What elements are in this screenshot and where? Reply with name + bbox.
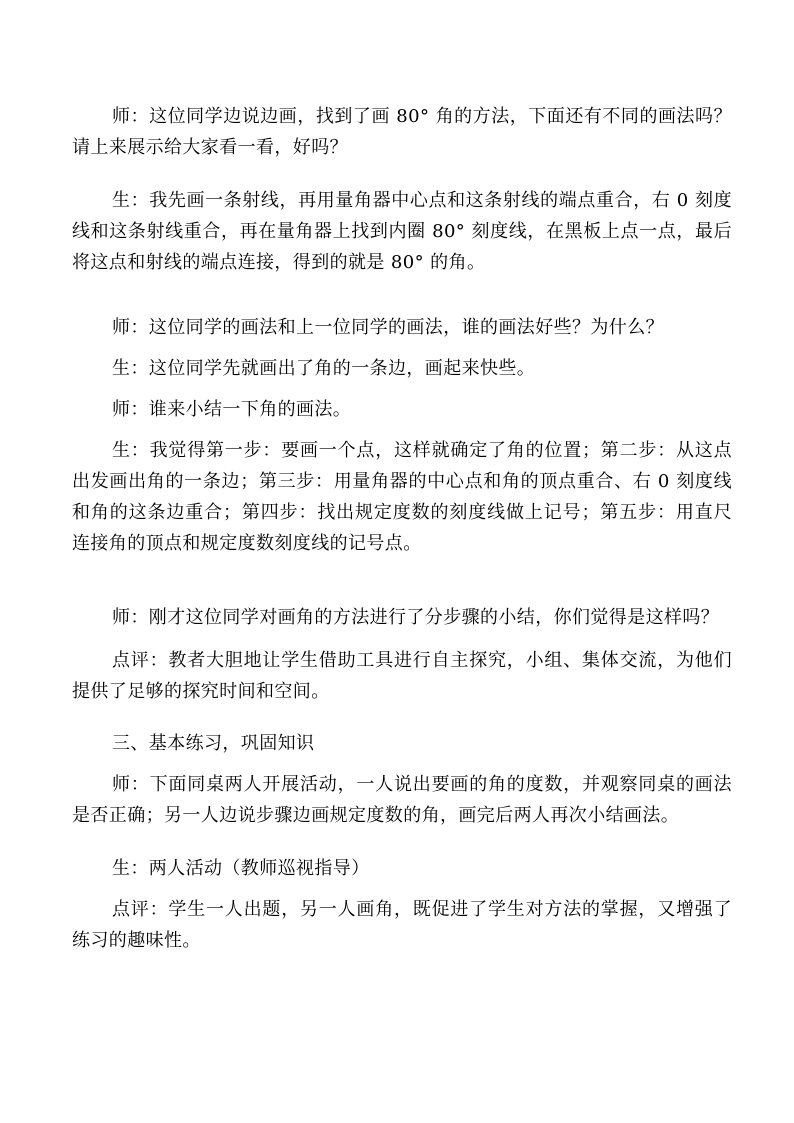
teacher-paragraph-4: 师：刚才这位同学对画角的方法进行了分步骤的小结，你们觉得是这样吗？ [112, 607, 720, 628]
comment-paragraph-1: 点评：教者大胆地让学生借助工具进行自主探究，小组、集体交流，为他们提供了足够的探究时间和空间。 [72, 650, 732, 702]
student-paragraph-1: 生：我先画一条射线，再用量角器中心点和这条射线的端点重合，右 0 刻度线和这条射线重合，再在量角器上找到内圈 80° 刻度线，在黑板上点一点，最后将这点和射线的端点连接，得到的就是 80° 的角。 [72, 190, 732, 273]
teacher-paragraph-5: 师：下面同桌两人开展活动，一人说出要画的角的度数，并观察同桌的画法是否正确；另一人边说步骤边画规定度数的角，画完后两人再次小结画法。 [72, 774, 732, 826]
teacher-paragraph-2: 师：这位同学的画法和上一位同学的画法，谁的画法好些？为什么？ [112, 317, 664, 338]
student-paragraph-4: 生：两人活动（教师巡视指导） [112, 858, 370, 879]
teacher-paragraph-3: 师：谁来小结一下角的画法。 [112, 399, 352, 420]
student-paragraph-2: 生：这位同学先就画出了角的一条边，画起来快些。 [112, 358, 536, 379]
student-paragraph-3: 生：我觉得第一步：要画一个点，这样就确定了角的位置；第二步：从这点出发画出角的一条边；第三步：用量角器的中心点和角的顶点重合、右 0 刻度线和角的这条边重合；第四步：找出规定度数的刻度线做上记号；第五步：用直尺连接角的顶点和规定度数刻度线的记号点。 [72, 440, 732, 554]
comment-paragraph-2: 点评：学生一人出题，另一人画角，既促进了学生对方法的掌握，又增强了练习的趣味性。 [72, 899, 732, 951]
teacher-paragraph-1: 师：这位同学边说边画，找到了画 80° 角的方法，下面还有不同的画法吗？请上来展示给大家看一看，好吗？ [72, 106, 732, 158]
section-heading: 三、基本练习，巩固知识 [112, 733, 315, 754]
